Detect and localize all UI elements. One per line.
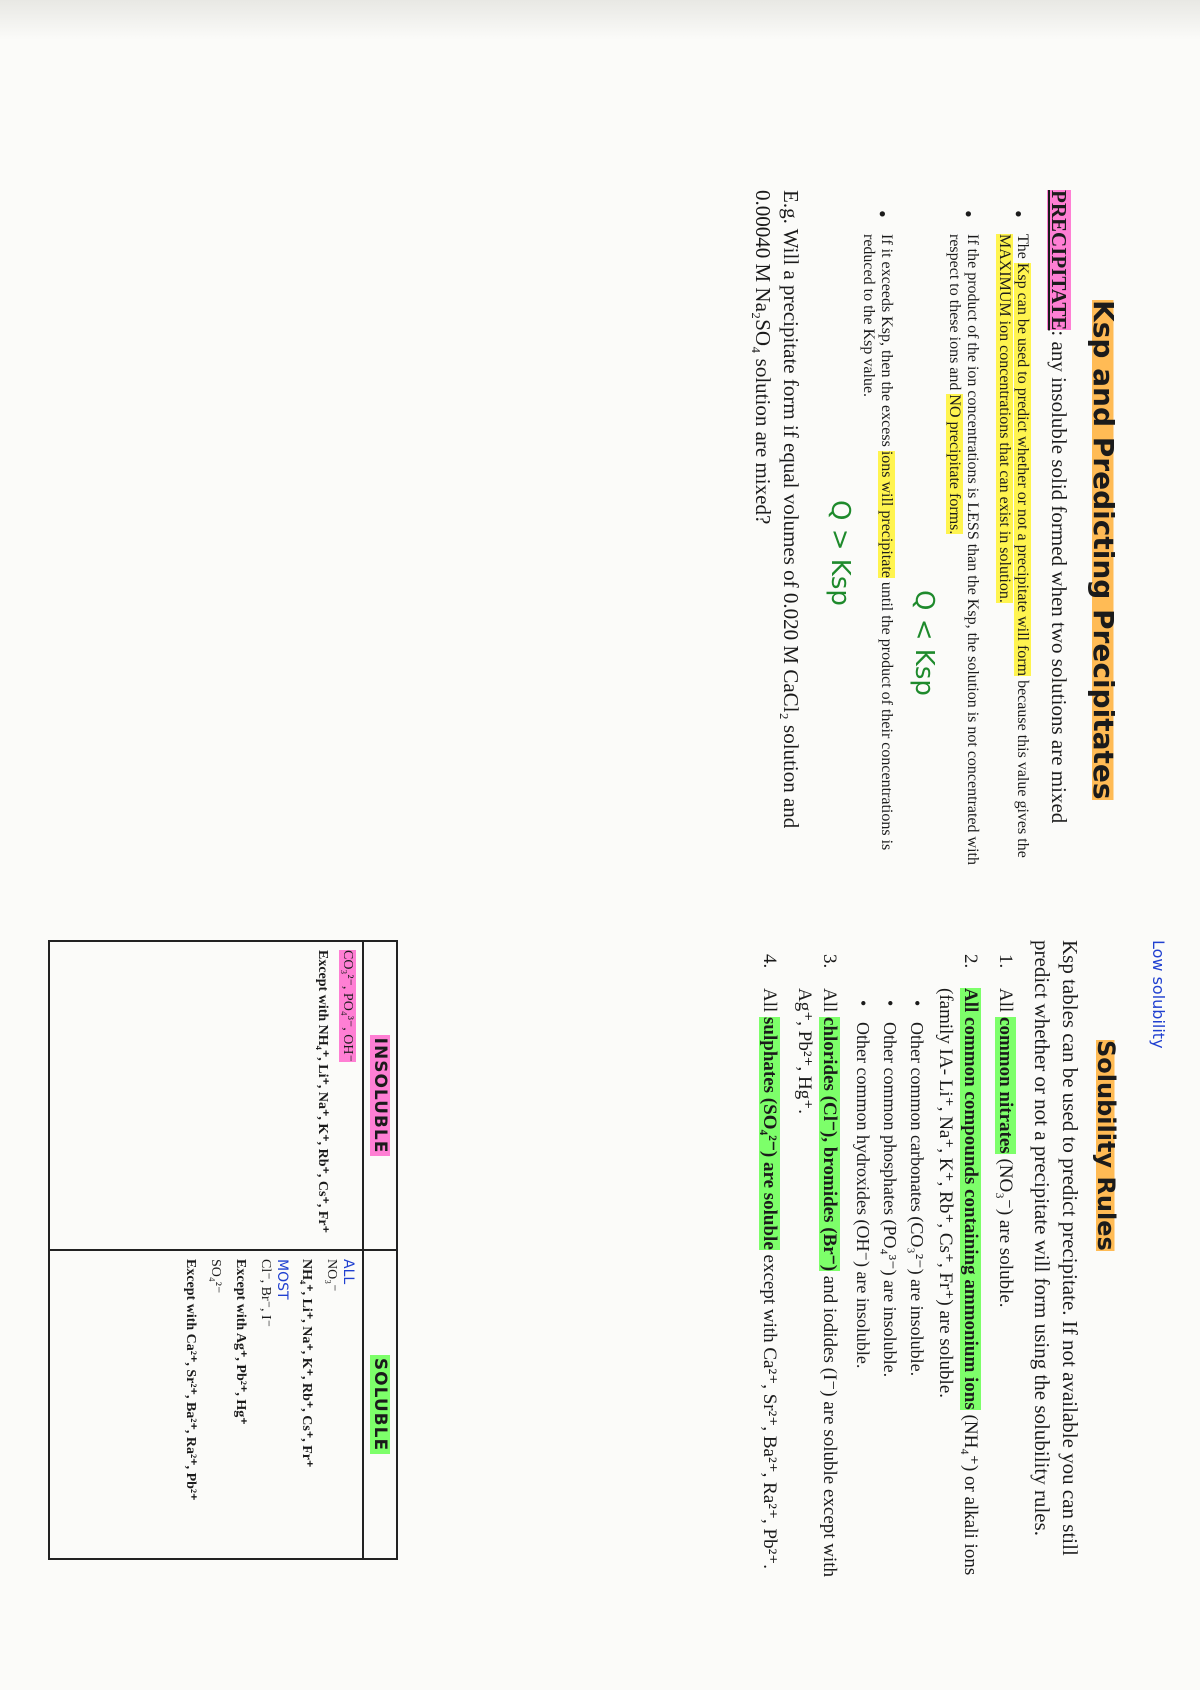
soluble-halides-except: Except with Ag⁺, Pb²⁺, Hg⁺ <box>233 1259 248 1425</box>
example-question: E.g. Will a precipitate form if equal volumes of 0.020 M CaCl₂ solution and 0.00040 M Na₂SO₄ solution are mixed? <box>751 190 803 829</box>
rule-1: 1. All common nitrates (NO₃⁻) are soluble. <box>995 954 1016 1308</box>
precipitate-term: PRECIPITATE <box>1047 190 1071 331</box>
insoluble-header: INSOLUBLE <box>363 941 397 1250</box>
rule-2: 2. All common compounds containing ammonium ions (NH₄⁺) or alkali ions (family IA- Li⁺, Na⁺, K⁺, Rb⁺, Cs⁺, Fr⁺) are soluble. <box>935 954 981 1576</box>
solubility-table <box>48 940 398 1560</box>
scan-edge <box>0 0 1200 40</box>
precipitate-def-text: : any insoluble solid formed when two solutions are mixed <box>1047 330 1071 824</box>
ksp-section <box>749 190 1120 870</box>
insoluble-except: Except with NH₄⁺, Li⁺, Na⁺, K⁺, Rb⁺, Cs⁺, Fr⁺ <box>315 950 330 1234</box>
soluble-cell <box>49 1250 363 1559</box>
soluble-halides: Cl⁻, Br⁻, I⁻ <box>258 1259 273 1328</box>
soluble-so4: SO₄²⁻ <box>208 1259 223 1294</box>
handwritten-q-less-ksp: Q < Ksp <box>909 590 939 696</box>
handwritten-q-greater-ksp: Q > Ksp <box>825 500 855 606</box>
soluble-no3: NO₃⁻ <box>324 1259 339 1292</box>
insoluble-cell <box>49 941 363 1250</box>
document-page <box>40 190 1168 1690</box>
handwritten-all: ALL <box>340 1259 356 1285</box>
solubility-title: Solubility Rules <box>1092 1040 1120 1251</box>
solubility-intro: Ksp tables can be used to predict precipitate. If not available you can still predict whether or not a precipitate will form using the solubility rules. <box>1030 940 1082 1556</box>
handwritten-low-solubility: Low solubility <box>1149 940 1168 1049</box>
bullet-less-than: • If the product of the ion concentrations is LESS than the Ksp, the solution is not concentrated with respect to these ions and NO precipitate forms. <box>945 210 981 870</box>
soluble-so4-except: Except with Ca²⁺, Sr²⁺, Ba²⁺, Ra²⁺, Pb²⁺ <box>183 1259 198 1501</box>
sub-phosphates: • Other common phosphates (PO₄³⁻) are insoluble. <box>879 1000 900 1580</box>
solubility-rules-list <box>757 940 1018 1580</box>
sub-carbonates: • Other common carbonates (CO₃²⁻) are insoluble. <box>906 1000 927 1580</box>
bullet-ksp-predict: • The Ksp can be used to predict whether or not a precipitate will form because this value gives the MAXIMUM ion concentrations that can exist in solution. <box>995 210 1031 870</box>
ksp-title: Ksp and Predicting Precipitates <box>1087 300 1120 800</box>
rule-4: 4. All sulphates (SO₄²⁻) are soluble except with Ca²⁺, Sr²⁺, Ba²⁺, Ra²⁺, Pb²⁺. <box>759 954 780 1570</box>
precipitate-definition <box>1045 190 1073 870</box>
sub-hydroxides: • Other common hydroxides (OH⁻) are insoluble. <box>852 1000 873 1580</box>
insoluble-ions: CO₃²⁻, PO₄³⁻, OH⁻ <box>340 950 355 1062</box>
table-row <box>49 941 363 1559</box>
handwritten-most: MOST <box>274 1259 290 1300</box>
soluble-alkali: NH₄⁺, Li⁺, Na⁺, K⁺, Rb⁺, Cs⁺, Fr⁺ <box>299 1259 314 1468</box>
rule-3: 3. All chlorides (Cl⁻), bromides (Br⁻) and iodides (I⁻) are soluble except with Ag⁺, Pb²⁺, Hg⁺. <box>794 954 840 1578</box>
bullet-exceeds: • If it exceeds Ksp, then the excess ions will precipitate until the product of their concentrations is reduced to the Ksp value. <box>859 210 895 870</box>
solubility-section <box>183 940 1168 1580</box>
table-header-row <box>363 941 397 1559</box>
soluble-header: SOLUBLE <box>363 1250 397 1559</box>
